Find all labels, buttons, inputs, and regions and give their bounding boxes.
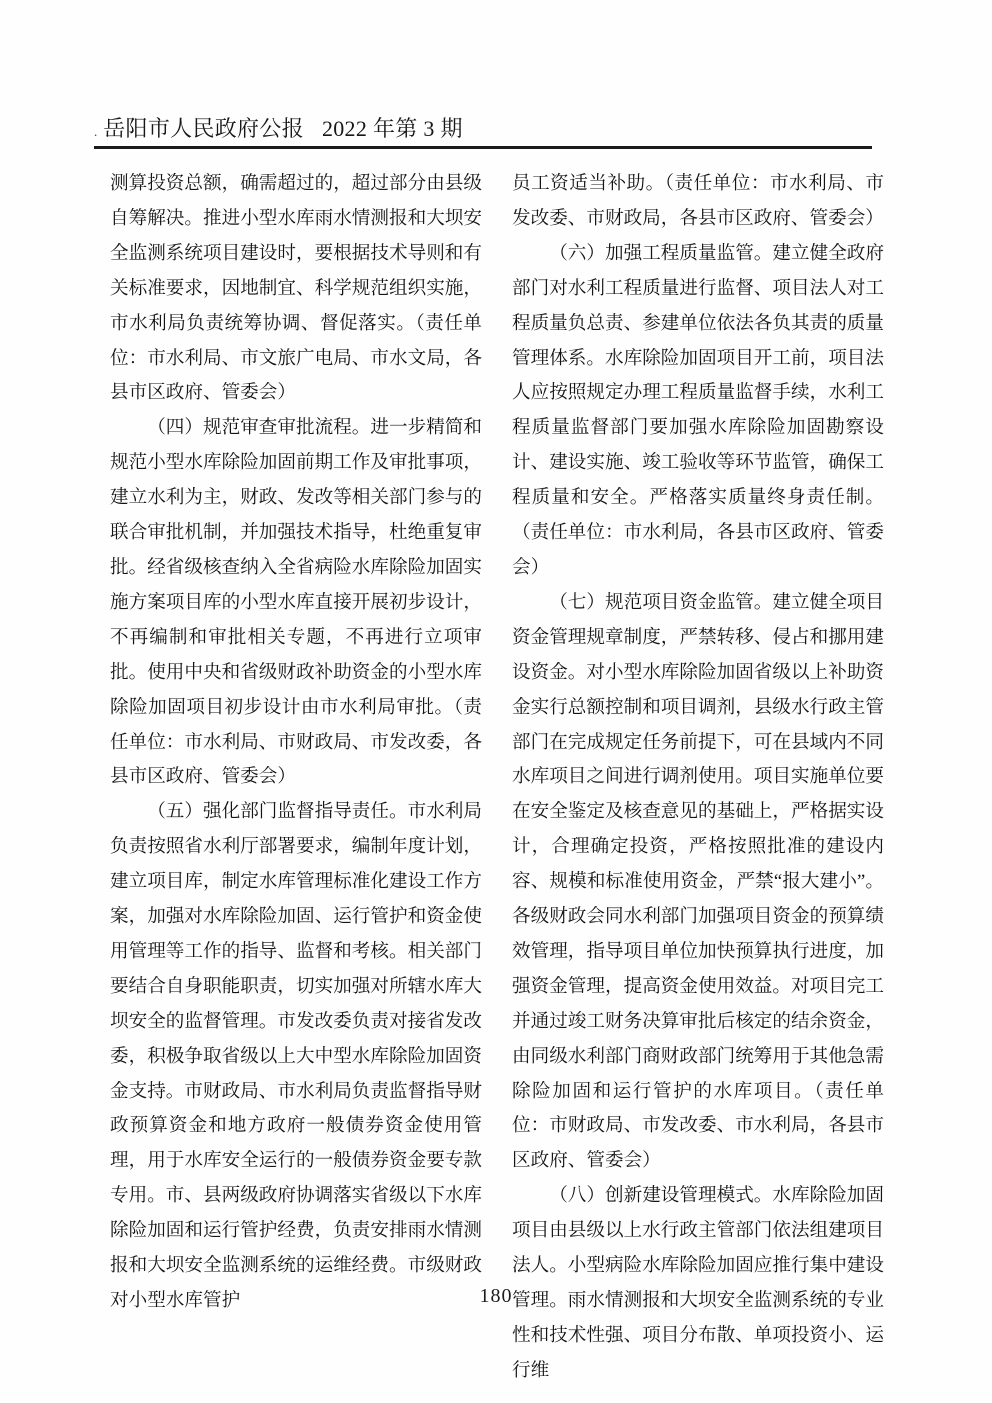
paragraph: （八）创新建设管理模式。水库除险加固项目由县级以上水行政主管部门依法组建项目法人。小型病险水库除险加固应推行集中建设管理。雨水情测报和大坝安全监测系统的专业性和技术性强、项目分布散、单项投资小、运行维 — [512, 1185, 884, 1381]
page-header — [94, 116, 463, 145]
paragraph: 员工资适当补助。（责任单位：市水利局、市发改委、市财政局，各县市区政府、管委会） — [512, 173, 884, 229]
paragraph: （五）强化部门监督指导责任。市水利局负责按照省水利厅部署要求，编制年度计划，建立项目库，制定水库管理标准化建设工作方案，加强对水库除险加固、运行管护和资金使用管理等工作的指导、监督和考核。相关部门要结合自身职能职责，切实加强对所辖水库大坝安全的监督管理。市发改委负责对接省发改委，积极争取省级以上大中型水库除险加固资金支持。市财政局、市水利局负责监督指导财政预算资金和地方政府一般债券资金使用管理，用于水库安全运行的一般债券资金要专款专用。市、县两级政府协调落实省级以下水库除险加固和运行管护经费，负责安排雨水情测报和大坝安全监测系统的运维经费。市级财政对小型水库管护 — [110, 801, 482, 1311]
paragraph: （七）规范项目资金监管。建立健全项目资金管理规章制度，严禁转移、侵占和挪用建设资金。对小型水库除险加固省级以上补助资金实行总额控制和项目调剂，县级水行政主管部门在完成规定任务前提下，可在县域内不同水库项目之间进行调剂使用。项目实施单位要在安全鉴定及核查意见的基础上，严格据实设计，合理确定投资，严格按照批准的建设内容、规模和标准使用资金，严禁“报大建小”。各级财政会同水利部门加强项目资金的预算绩效管理，指导项目单位加快预算执行进度，加强资金管理，提高资金使用效益。对项目完工并通过竣工财务决算审批后核定的结余资金，由同级水利部门商财政部门统筹用于其他急需除险加固和运行管护的水库项目。（责任单位：市财政局、市发改委、市水利局，各县市区政府、管委会） — [512, 591, 884, 1172]
right-column — [512, 167, 884, 1389]
page-number: 180 — [479, 1285, 513, 1307]
paragraph: （六）加强工程质量监管。建立健全政府部门对水利工程质量进行监督、项目法人对工程质量负总责、参建单位依法各负其责的质量管理体系。水库除险加固项目开工前，项目法人应按照规定办理工程质量监督手续，水利工程质量监督部门要加强水库除险加固勘察设计、建设实施、竣工验收等环节监管，确保工程质量和安全。严格落实质量终身责任制。（责任单位：市水利局，各县市区政府、管委会） — [512, 242, 884, 578]
paragraph: （四）规范审查审批流程。进一步精简和规范小型水库除险加固前期工作及审批事项，建立水利为主，财政、发改等相关部门参与的联合审批机制，并加强技术指导，杜绝重复审批。经省级核查纳入全省病险水库除险加固实施方案项目库的小型水库直接开展初步设计，不再编制和审批相关专题，不再进行立项审批。使用中央和省级财政补助资金的小型水库除险加固项目初步设计由市水利局审批。（责任单位：市水利局、市财政局、市发改委，各县市区政府、管委会） — [110, 417, 482, 788]
paragraph: 测算投资总额，确需超过的，超过部分由县级自筹解决。推进小型水库雨水情测报和大坝安全监测系统项目建设时，要根据技术导则和有关标准要求，因地制宜、科学规范组织实施，市水利局负责统筹协调、督促落实。（责任单位：市水利局、市文旅广电局、市水文局，各县市区政府、管委会） — [110, 173, 482, 404]
header-rule — [94, 146, 872, 149]
left-column — [110, 167, 482, 1319]
leading-mark: . — [94, 124, 98, 139]
gazette-title: 岳阳市人民政府公报 — [103, 116, 304, 141]
issue-label: 2022 年第 3 期 — [321, 116, 463, 141]
